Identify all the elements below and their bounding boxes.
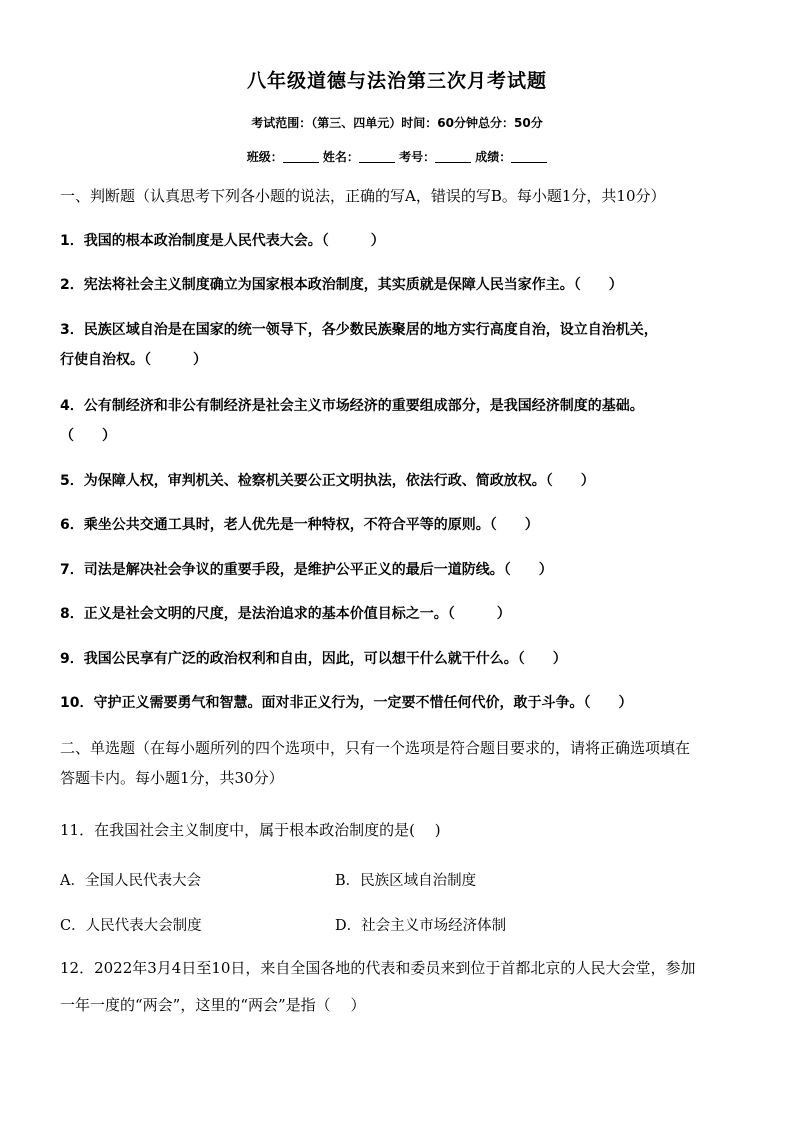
- question-4-cont: （ ）: [60, 428, 116, 444]
- question-7: 7．司法是解决社会争议的重要手段，是维护公平正义的最后一道防线。（ ）: [60, 562, 553, 578]
- exam-info: 考试范围：（第三、四单元）时间：60分钟总分：50分: [251, 116, 543, 130]
- section1-heading: 一、判断题（认真思考下列各小题的说法，正确的写A，错误的写B。每小题1分，共10分）: [60, 187, 666, 205]
- question-6: 6．乘坐公共交通工具时，老人优先是一种特权，不符合平等的原则。（ ）: [60, 517, 539, 533]
- question-8: 8．正义是社会文明的尺度，是法治追求的基本价值目标之一。（ ）: [60, 606, 511, 622]
- class-label: 班级：: [246, 150, 283, 164]
- score-label: 成绩：: [475, 150, 512, 164]
- question-3-cont: 行使自治权。（ ）: [60, 352, 207, 368]
- question-4: 4．公有制经济和非公有制经济是社会主义市场经济的重要组成部分，是我国经济制度的基础。: [60, 398, 644, 414]
- class-blank[interactable]: [283, 150, 319, 163]
- question-11-option-a: A．全国人民代表大会: [60, 873, 201, 889]
- question-5: 5．为保障人权，审判机关、检察机关要公正文明执法，依法行政、简政放权。（ ）: [60, 473, 595, 489]
- question-2: 2．宪法将社会主义制度确立为国家根本政治制度，其实质就是保障人民当家作主。（ ）: [60, 277, 623, 293]
- section2-heading-cont: 答题卡内。每小题1分，共30分）: [60, 769, 284, 787]
- name-blank[interactable]: [359, 150, 395, 163]
- student-info-line: [0, 148, 794, 165]
- question-11-option-b: B．民族区域自治制度: [335, 873, 477, 889]
- question-9: 9．我国公民享有广泛的政治权利和自由，因此，可以想干什么就干什么。（ ）: [60, 651, 567, 667]
- section2-heading: 二、单选题（在每小题所列的四个选项中，只有一个选项是符合题目要求的，请将正确选项填在: [60, 739, 691, 757]
- question-11-option-d: D．社会主义市场经济体制: [335, 918, 507, 934]
- name-label: 姓名：: [322, 150, 359, 164]
- number-blank[interactable]: [435, 150, 471, 163]
- question-10: 10．守护正义需要勇气和智慧。面对非正义行为，一定要不惜任何代价，敢于斗争。（ ）: [60, 695, 633, 711]
- question-11-option-c: C．人民代表大会制度: [60, 918, 202, 934]
- question-3: 3．民族区域自治是在国家的统一领导下，各少数民族聚居的地方实行高度自治，设立自治机关，: [60, 322, 658, 338]
- number-label: 考号：: [399, 150, 436, 164]
- question-11: 11．在我国社会主义制度中，属于根本政治制度的是( ): [60, 821, 441, 839]
- question-12: 12．2022年3月4日至10日，来自全国各地的代表和委员来到位于首都北京的人民大会堂，参加: [60, 959, 696, 977]
- exam-title: 八年级道德与法治第三次月考试题: [246, 70, 547, 92]
- question-12-cont: 一年一度的“两会”，这里的“两会”是指（ ）: [60, 996, 366, 1014]
- question-1: 1．我国的根本政治制度是人民代表大会。（ ）: [60, 233, 385, 249]
- score-blank[interactable]: [511, 150, 547, 163]
